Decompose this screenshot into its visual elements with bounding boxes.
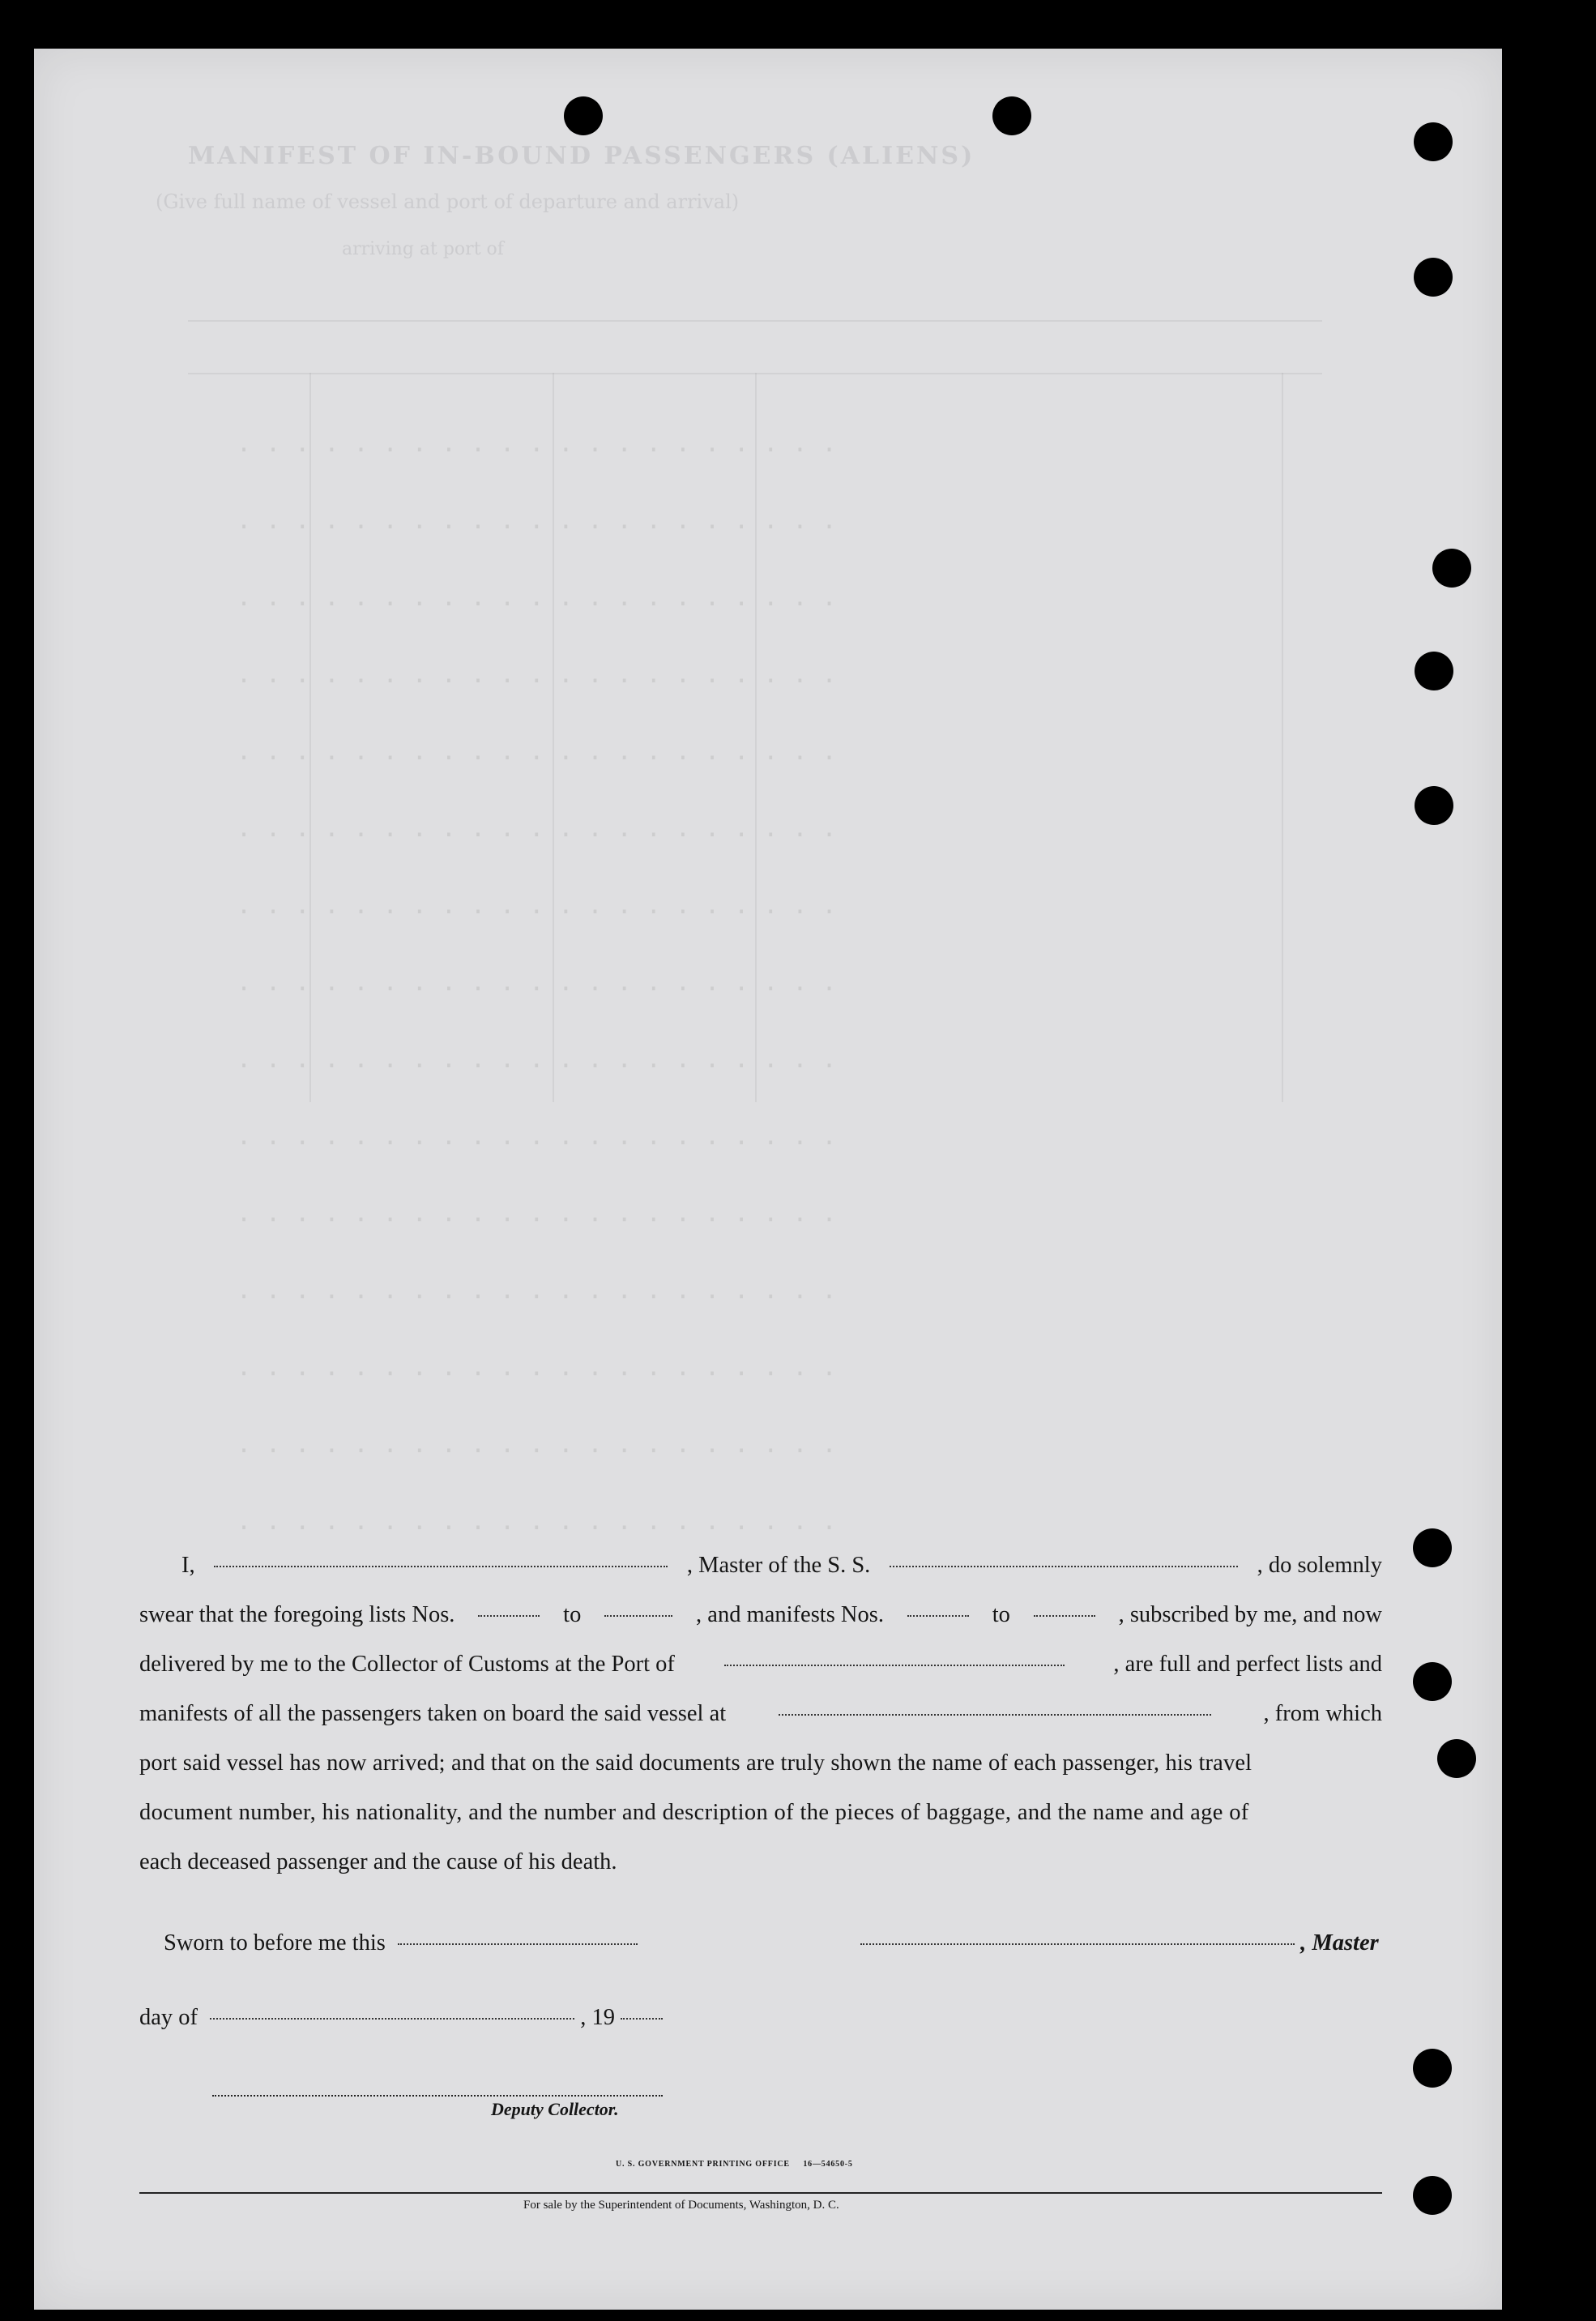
oath-text: swear that the foregoing lists Nos.	[139, 1602, 455, 1627]
bleed-column-rule	[553, 373, 554, 1102]
bleed-column-rule	[1282, 373, 1283, 1102]
bleed-through-line: arriving at port of	[342, 239, 504, 259]
binder-hole	[1413, 1662, 1452, 1701]
bleed-through-heading: MANIFEST OF IN-BOUND PASSENGERS (ALIENS)	[188, 142, 975, 170]
manifest-to-field[interactable]	[1034, 1615, 1095, 1617]
bleed-column-mark: . . . . . . . . . . . . . . . . . . . . .	[237, 814, 837, 843]
footer-rule	[139, 2192, 1382, 2194]
bleed-column-mark: . . . . . . . . . . . . . . . . . . . . .	[237, 1276, 837, 1305]
list-to-field[interactable]	[604, 1615, 672, 1617]
month-field[interactable]	[210, 2018, 574, 2020]
bleed-column-mark: . . . . . . . . . . . . . . . . . . . . .	[237, 968, 837, 997]
binder-hole	[1413, 1528, 1452, 1567]
oath-text: to	[563, 1602, 582, 1627]
sworn-line	[164, 1930, 638, 1956]
bleed-column-mark: . . . . . . . . . . . . . . . . . . . . .	[237, 660, 837, 689]
binder-hole	[1437, 1739, 1476, 1778]
vessel-name-field[interactable]	[890, 1566, 1238, 1567]
year-field[interactable]	[621, 2018, 663, 2020]
master-signature-line	[860, 1930, 1379, 1956]
manifest-from-field[interactable]	[907, 1615, 969, 1617]
year-label: , 19	[580, 2005, 616, 2030]
port-of-embarkation-field[interactable]	[779, 1714, 1211, 1716]
binder-hole	[1413, 2176, 1452, 2215]
oath-line-4	[139, 1703, 1382, 1726]
master-label: , Master	[1300, 1930, 1379, 1956]
oath-text: , from which	[1263, 1701, 1382, 1726]
bleed-column-mark: . . . . . . . . . . . . . . . . . . . . .	[237, 737, 837, 766]
bleed-column-mark: . . . . . . . . . . . . . . . . . . . . .	[237, 430, 837, 458]
oath-line-3	[139, 1653, 1382, 1677]
oath-line-6	[139, 1802, 1382, 1825]
bleed-column-mark: . . . . . . . . . . . . . . . . . . . . .	[237, 1045, 837, 1074]
bleed-column-mark: . . . . . . . . . . . . . . . . . . . . .	[237, 1353, 837, 1382]
form-sheet	[34, 49, 1502, 2310]
bleed-through-subheading: (Give full name of vessel and port of departure and arrival)	[156, 190, 740, 213]
oath-text: , are full and perfect lists and	[1113, 1652, 1382, 1677]
binder-hole	[1415, 652, 1453, 690]
oath-line-1	[181, 1554, 1382, 1578]
oath-text: , do solemnly	[1257, 1553, 1382, 1578]
sworn-date-field[interactable]	[398, 1943, 638, 1945]
bleed-column-rule	[309, 373, 311, 1102]
binder-hole	[1413, 2049, 1452, 2088]
port-of-arrival-field[interactable]	[724, 1665, 1065, 1666]
bleed-rule	[188, 320, 1322, 322]
deputy-collector-label: Deputy Collector.	[491, 2099, 619, 2119]
oath-text: delivered by me to the Collector of Customs at the Port of	[139, 1652, 675, 1677]
day-of-line	[139, 2005, 663, 2031]
bleed-column-mark: . . . . . . . . . . . . . . . . . . . . .	[237, 891, 837, 920]
oath-text: to	[992, 1602, 1010, 1627]
sale-notice: For sale by the Superintendent of Documents, Washington, D. C.	[523, 2199, 839, 2212]
sworn-label: Sworn to before me this	[164, 1930, 386, 1956]
binder-hole	[1414, 122, 1453, 161]
binder-hole	[564, 96, 603, 135]
oath-text: , and manifests Nos.	[696, 1602, 884, 1627]
oath-text: manifests of all the passengers taken on board the said vessel at	[139, 1701, 727, 1726]
oath-text: I,	[181, 1553, 195, 1578]
bleed-column-rule	[755, 373, 757, 1102]
binder-hole	[1415, 786, 1453, 825]
printing-office-line: U. S. GOVERNMENT PRINTING OFFICE 16—54650-5	[616, 2160, 853, 2169]
oath-text: port said vessel has now arrived; and that on the said documents are truly shown the name of each passenger, his travel	[139, 1750, 1252, 1776]
oath-line-5	[139, 1752, 1382, 1776]
deputy-signature-rule	[212, 2095, 663, 2097]
day-of-label: day of	[139, 2005, 198, 2030]
oath-text: each deceased passenger and the cause of his death.	[139, 1849, 617, 1874]
bleed-column-mark: . . . . . . . . . . . . . . . . . . . . .	[237, 507, 837, 535]
master-signature-field[interactable]	[860, 1943, 1295, 1945]
binder-hole	[1414, 258, 1453, 297]
bleed-column-mark: . . . . . . . . . . . . . . . . . . . . .	[237, 583, 837, 612]
oath-line-7	[139, 1851, 1382, 1874]
oath-text: document number, his nationality, and the number and description of the pieces of baggage, and the name and age of	[139, 1800, 1249, 1825]
binder-hole	[1432, 549, 1471, 588]
oath-text: , subscribed by me, and now	[1118, 1602, 1382, 1627]
list-from-field[interactable]	[478, 1615, 540, 1617]
bleed-column-mark: . . . . . . . . . . . . . . . . . . . . .	[237, 1199, 837, 1228]
oath-paragraph	[139, 1554, 1382, 1879]
oath-line-2	[139, 1604, 1382, 1627]
bleed-column-mark: . . . . . . . . . . . . . . . . . . . . .	[237, 1507, 837, 1536]
captain-name-field[interactable]	[214, 1566, 668, 1567]
binder-hole	[992, 96, 1031, 135]
bleed-column-mark: . . . . . . . . . . . . . . . . . . . . .	[237, 1430, 837, 1459]
oath-text: , Master of the S. S.	[686, 1553, 871, 1578]
bleed-column-mark: . . . . . . . . . . . . . . . . . . . . .	[237, 1122, 837, 1151]
